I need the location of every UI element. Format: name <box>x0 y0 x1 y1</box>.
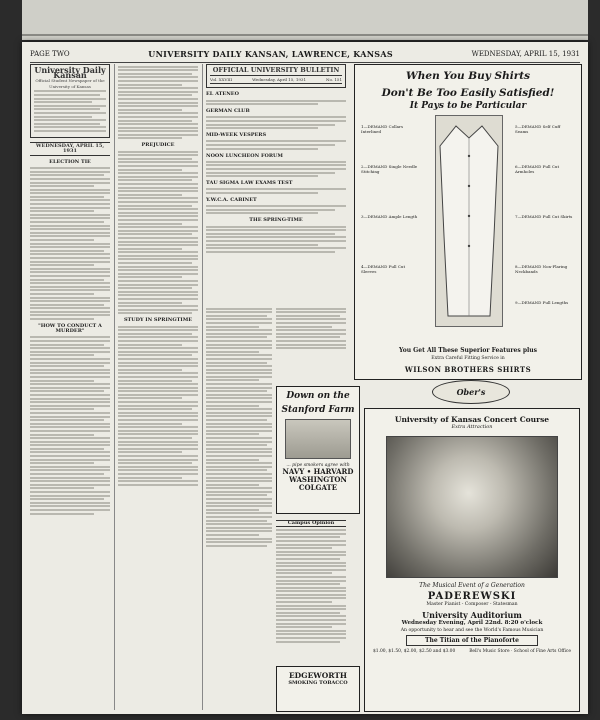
shirt-feature-7: 7—DEMAND Full Cut Skirts <box>515 214 573 219</box>
shirt-feature-3: 3—DEMAND Ample Length <box>361 214 418 219</box>
notice-vespers: MID-WEEK VESPERS <box>206 132 267 139</box>
concert-course-subtitle: Extra Attraction <box>451 424 493 430</box>
masthead <box>30 64 110 138</box>
pipe-ad-schools-1: NAVY • HARVARD <box>282 467 354 476</box>
pipe-ad-headline-1: Down on the <box>286 391 350 401</box>
column-opinion <box>118 64 198 710</box>
masthead-subtitle: Official Student Newspaper of the University of Kansas <box>35 78 105 89</box>
concert-artist: PADEREWSKI <box>427 591 517 602</box>
folio-center: UNIVERSITY DAILY KANSAN, LAWRENCE, KANSAS <box>148 49 393 59</box>
shirt-ad-headline-1: When You Buy Shirts <box>405 70 531 82</box>
bulletin-title: OFFICIAL UNIVERSITY BULLETIN <box>212 66 340 74</box>
pipe-ad-schools-3: COLGATE <box>298 483 338 492</box>
wilson-shirts-ad <box>354 64 582 380</box>
masthead-title: University Daily Kansan <box>34 65 106 81</box>
concert-date: Wednesday Evening, April 22nd. 8:20 o'clock <box>401 620 543 626</box>
concert-artist-desc: Master Pianist - Composer - Statesman <box>426 602 518 607</box>
concert-box: The Titian of the Pianoforte <box>406 635 538 646</box>
column-text <box>206 306 272 710</box>
shirt-ad-headline-2: Don't Be Too Easily Satisfied! <box>381 87 555 99</box>
pipe-ad-tagline: ... pipe smokers agree with <box>286 463 350 468</box>
masthead-date: WEDNESDAY, APRIL 15, 1931 <box>30 142 110 156</box>
headline-election-tie: ELECTION TIE <box>49 158 91 165</box>
notice-ywca: Y.W.C.A. CABINET <box>206 196 257 203</box>
article-body <box>30 336 110 514</box>
headline-study-springtime: STUDY IN SPRINGTIME <box>123 317 193 324</box>
folio-left: PAGE TWO <box>30 50 70 58</box>
concert-outlets: Bell's Music Store · School of Fine Arts Office <box>469 649 571 654</box>
paderewski-portrait <box>386 436 558 578</box>
page-folio <box>30 48 580 63</box>
official-bulletin <box>206 64 346 88</box>
shirt-illustration <box>435 115 503 327</box>
edgeworth-title: EDGEWORTH <box>288 671 348 680</box>
concert-venue: University Auditorium <box>422 610 522 620</box>
headline-prejudice: PREJUDICE <box>141 142 175 149</box>
bulletin-meta: Vol. XXVIII Wednesday, April 15, 1931 No. 151 <box>210 75 342 84</box>
column-bulletin <box>206 64 346 304</box>
concert-tagline: The Musical Event of a Generation <box>419 582 525 589</box>
edgeworth-tobacco-ad <box>276 666 360 712</box>
pipe-ad-schools-2: WASHINGTON <box>289 475 347 484</box>
shirt-feature-9: 9—DEMAND Full Lengths <box>515 300 569 305</box>
headline-spring-time: THE SPRING-TIME <box>249 217 303 224</box>
newspaper-page <box>22 42 588 714</box>
pipe-smokers-ad <box>276 386 360 514</box>
folio-right: WEDNESDAY, APRIL 15, 1931 <box>471 50 580 58</box>
headline-campus-opinion: Campus Opinion <box>276 520 346 527</box>
pipe-ad-headline-2: Stanford Farm <box>281 405 355 415</box>
shirt-drawing-icon <box>436 116 502 326</box>
concert-tickets <box>365 649 579 654</box>
notice-german-club: GERMAN CLUB <box>206 108 250 115</box>
headline-murder: "HOW TO CONDUCT A MURDER" <box>38 323 102 335</box>
concert-note: An opportunity to hear and see the World's Famous Musician <box>400 628 544 633</box>
shirt-feature-8: 8—DEMAND Non-Flaring Neckbands <box>515 264 568 274</box>
shirt-feature-1: 1—DEMAND Collars Interlined <box>361 124 404 134</box>
shirt-feature-6: 6—DEMAND Full Cut Armholes <box>515 164 560 174</box>
notice-law-exams: TAU SIGMA LAW EXAMS TEST <box>206 180 293 187</box>
shirt-feature-4: 4—DEMAND Full Cut Sleeves <box>361 264 406 274</box>
column-editorial <box>30 64 110 710</box>
edgeworth-subtitle: SMOKING TOBACCO <box>288 680 348 686</box>
shirt-ad-footer-1: You Get All These Superior Features plus <box>398 347 538 354</box>
concert-course-title: University of Kansas Concert Course <box>394 415 550 424</box>
obers-logo: Ober's <box>432 380 510 404</box>
article-body <box>30 167 110 320</box>
column-text <box>276 306 346 382</box>
shirt-feature-5: 5—DEMAND Self Cuff Seams <box>515 124 561 134</box>
notice-luncheon-forum: NOON LUNCHEON FORUM <box>206 152 283 159</box>
shirt-ad-footer-2: Extra Careful Fitting Service in <box>431 356 505 361</box>
previous-page-edge <box>22 0 588 40</box>
shirt-ad-footer-3: WILSON BROTHERS SHIRTS <box>404 365 532 374</box>
paderewski-concert-ad <box>364 408 580 712</box>
shirt-ad-headline-3: It Pays to be Particular <box>409 101 527 111</box>
concert-prices: $1.00, $1.50, $2.00, $2.50 and $3.00 <box>373 649 456 654</box>
notice-el-ateneo: EL ATENEO <box>206 91 239 98</box>
pipe-smoker-illustration <box>285 419 351 459</box>
shirt-feature-2: 2—DEMAND Single Needle Stitching <box>361 164 418 174</box>
